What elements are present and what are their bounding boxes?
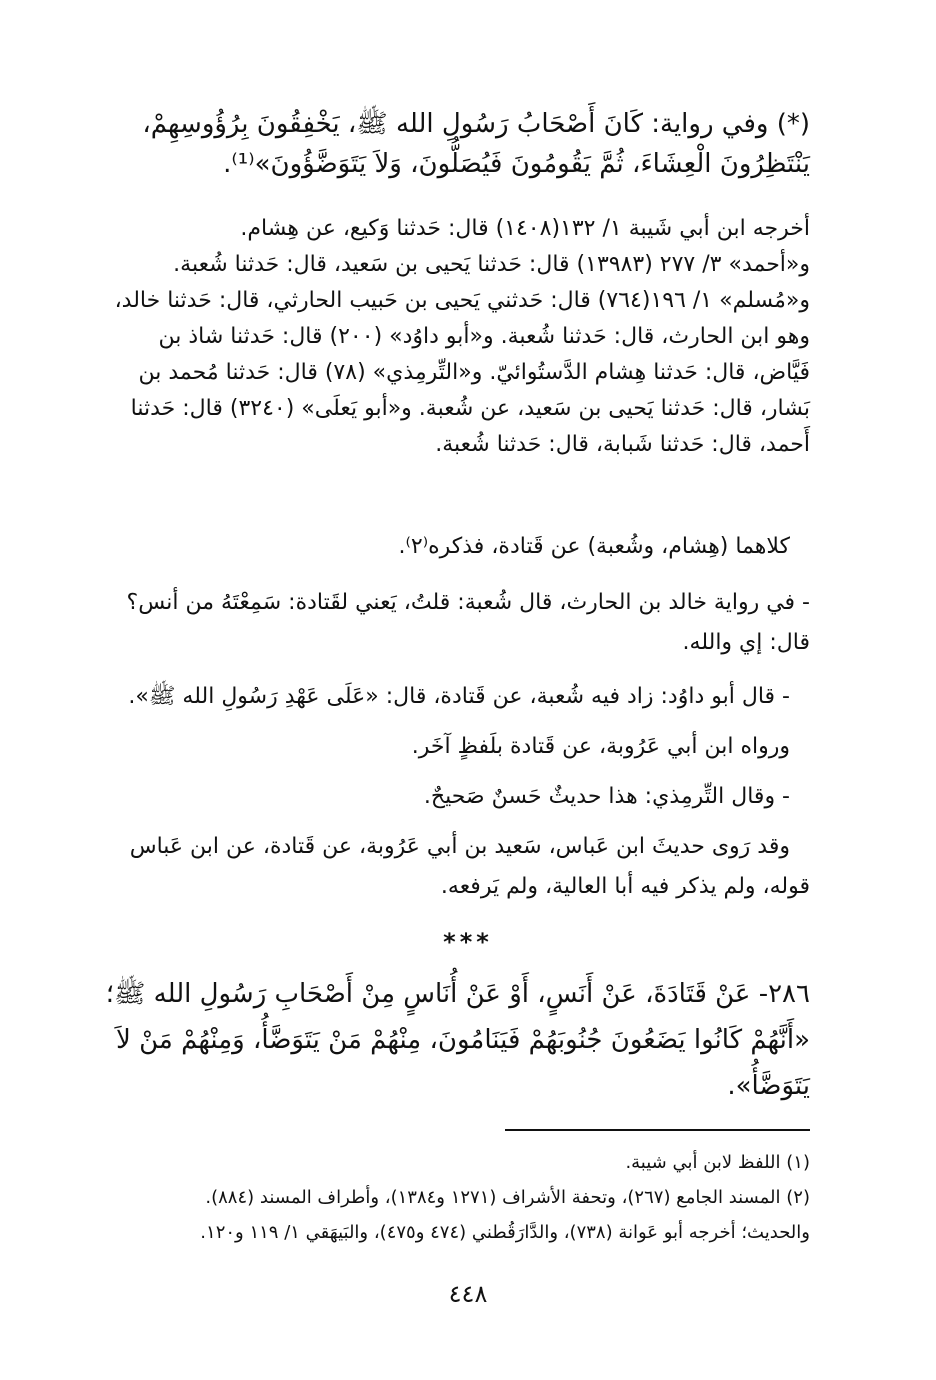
- hadith-286-block: [70, 975, 810, 1115]
- hadith-286-line-3: يَتَوَضَّأُ».: [727, 1071, 810, 1101]
- khalid-note-line-1: - في رواية خالد بن الحارث، قال شُعبة: قلتُ، يَعني لقَتادة: سَمِعْتَهُ من أنس؟: [126, 590, 810, 615]
- tirmidhi-note-line: - وقال التِّرمِذي: هذا حديثٌ حَسنٌ صَحيحٌ.: [423, 784, 790, 809]
- hadith-286-line-2: «أَنَّهُمْ كَانُوا يَضَعُونَ جُنُوبَهُمْ فَيَنَامُونَ، مِنْهُمْ مَنْ يَتَوَضَّأُ، وَمِنْهُمْ مَنْ لاَ: [116, 1025, 810, 1055]
- footnote-2-continued: والحديث؛ أخرجه أبو عَوانة (٧٣٨)، والدَّارَقُطني (٤٧٤ و٤٧٥)، والبَيهَقي ١/ ١١٩ و١٢٠.: [200, 1222, 810, 1243]
- hadith-variant-line-2: يَنْتَظِرُونَ الْعِشَاءَ، ثُمَّ يَقُومُونَ فَيُصَلُّونَ، وَلاَ يَتَوَضَّؤُونَ»⁽¹⁾.: [223, 149, 810, 179]
- takhrij-line-2: و«أحمد» ٣/ ٢٧٧ (١٣٩٨٣) قال: حَدثنا يَحيى بن سَعيد، قال: حَدثنا شُعبة.: [173, 252, 810, 277]
- ibn-abbas-note-line-2: قوله، ولم يذكر فيه أبا العالية، ولم يَرفعه.: [440, 874, 810, 899]
- khalid-note-block: [70, 584, 810, 664]
- kilahuma-block: [70, 528, 810, 568]
- hadith-variant-line-1: (*) وفي رواية: كَانَ أَصْحَابُ رَسُولِ الله ﷺ، يَخْفِقُونَ بِرُؤُوسِهِمْ،: [142, 109, 810, 139]
- footnote-2: (٢) المسند الجامع (٢٦٧)، وتحفة الأشراف (١٢٧١ و١٣٨٤)، وأطراف المسند (٨٨٤).: [205, 1187, 810, 1208]
- ibn-abi-aruba-note-line: ورواه ابن أبي عَرُوبة، عن قَتادة بلَفظٍ آخَر.: [411, 734, 790, 759]
- takhrij-line-1: أخرجه ابن أبي شَيبة ١/ ١٣٢(١٤٠٨) قال: حَدثنا وَكيع، عن هِشام.: [240, 216, 810, 241]
- ibn-abi-aruba-note-block: [70, 728, 810, 768]
- hadith-variant-block: [70, 105, 810, 185]
- takhrij-line-5: فَيَّاض، قال: حَدثنا هِشام الدَّستُوائيّ. و«التِّرمِذي» (٧٨) قال: حَدثنا مُحمد بن: [138, 360, 810, 385]
- tirmidhi-note-block: [70, 778, 810, 818]
- takhrij-line-7: أَحمد، قال: حَدثنا شَبابة، قال: حَدثنا شُعبة.: [435, 432, 810, 457]
- ibn-abbas-note-line-1: وقد رَوى حديثَ ابن عَباس، سَعيد بن أبي عَرُوبة، عن قَتادة، عن ابن عَباس: [129, 834, 790, 859]
- takhrij-paragraph: [70, 210, 810, 510]
- section-separator: ***: [443, 928, 493, 956]
- footnote-1: (١) اللفظ لابن أبي شيبة.: [625, 1152, 810, 1173]
- takhrij-line-4: وهو ابن الحارث، قال: حَدثنا شُعبة. و«أبو داوُد» (٢٠٠) قال: حَدثنا شاذ بن: [158, 324, 810, 349]
- hadith-286-line-1: ٢٨٦- عَنْ قَتَادَةَ، عَنْ أَنَسٍ، أَوْ عَنْ أُنَاسٍ مِنْ أَصْحَابِ رَسُولِ الله ﷺ؛: [105, 979, 810, 1009]
- abu-dawud-note-block: [70, 678, 810, 718]
- khalid-note-line-2: قال: إي والله.: [682, 630, 810, 655]
- page-number: ٤٤٨: [448, 1280, 488, 1308]
- ibn-abbas-note-block: [70, 828, 810, 908]
- footnote-separator: [505, 1129, 810, 1131]
- takhrij-line-6: بَشار، قال: حَدثنا يَحيى بن سَعيد، عن شُعبة. و«أبو يَعلَى» (٣٢٤٠) قال: حَدثنا: [130, 396, 810, 421]
- takhrij-line-3: و«مُسلم» ١/ ١٩٦(٧٦٤) قال: حَدثني يَحيى بن حَبيب الحارثي، قال: حَدثنا خالد،: [114, 288, 810, 313]
- abu-dawud-note-line: - قال أبو داوُد: زاد فيه شُعبة، عن قَتادة، قال: «عَلَى عَهْدِ رَسُولِ الله ﷺ».: [128, 684, 790, 709]
- kilahuma-line: كلاهما (هِشام، وشُعبة) عن قَتادة، فذكره⁽٢⁾.: [398, 534, 790, 559]
